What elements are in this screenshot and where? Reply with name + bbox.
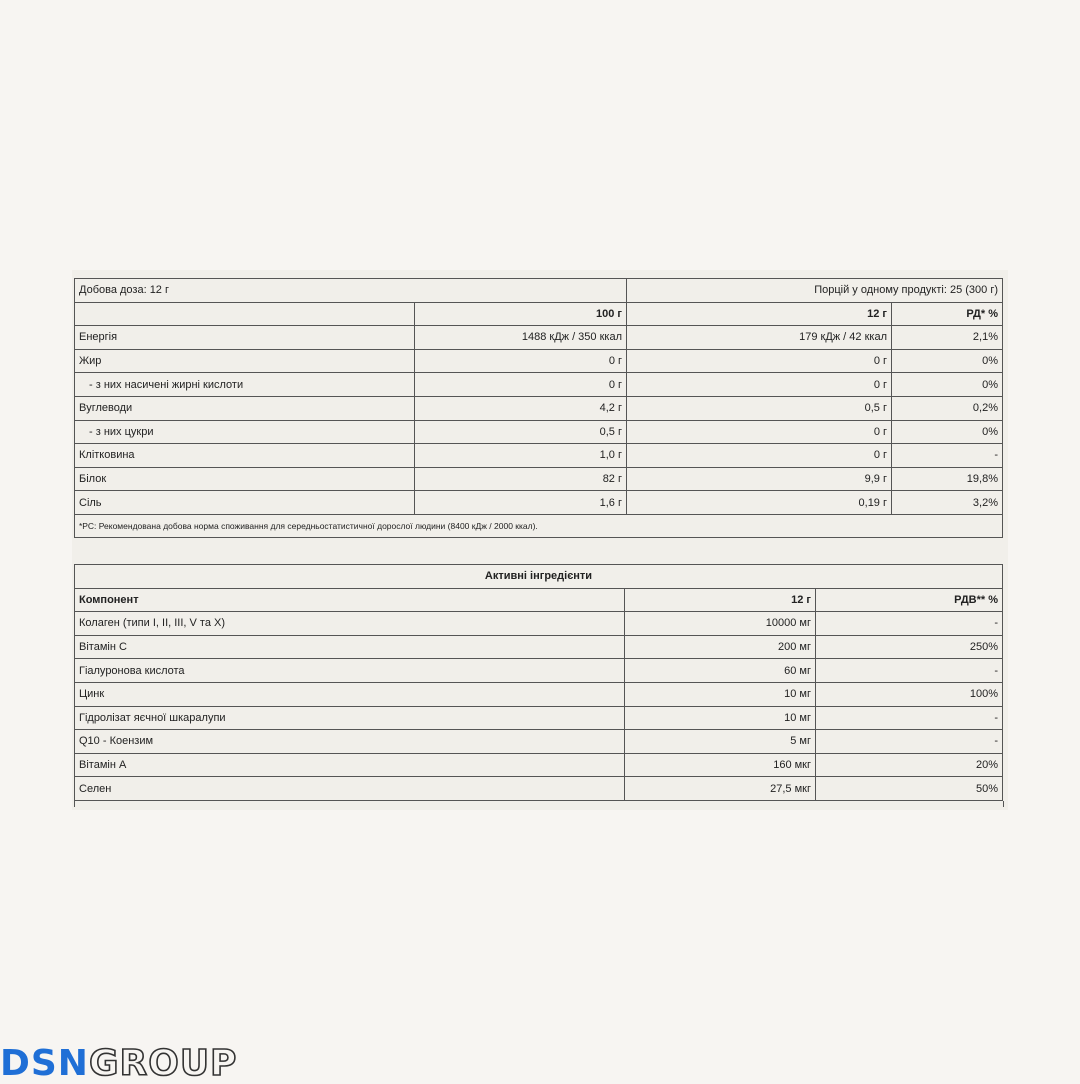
active-header-row <box>75 588 1003 612</box>
component-rdv: 250% <box>816 635 1003 659</box>
logo-dsn: DSN <box>0 1043 89 1084</box>
row-value-12g: 0,19 г <box>627 491 892 515</box>
row-value-100g: 0 г <box>415 373 627 397</box>
table-row <box>75 373 1003 397</box>
component-rdv: 50% <box>816 777 1003 801</box>
table-row <box>75 635 1003 659</box>
component-name: Вітамін А <box>75 753 625 777</box>
row-value-100g: 4,2 г <box>415 396 627 420</box>
component-rdv: - <box>816 659 1003 683</box>
header-12g: 12 г <box>625 588 816 612</box>
component-name: Цинк <box>75 682 625 706</box>
row-value-rd: - <box>892 444 1003 468</box>
table-row <box>75 730 1003 754</box>
component-amount: 10000 мг <box>625 612 816 636</box>
table-row <box>75 659 1003 683</box>
nutrition-top-row <box>75 279 1003 303</box>
active-ingredients-table <box>74 564 1003 801</box>
row-value-rd: 0% <box>892 420 1003 444</box>
row-label: - з них цукри <box>75 420 415 444</box>
component-rdv: - <box>816 612 1003 636</box>
component-amount: 60 мг <box>625 659 816 683</box>
component-amount: 200 мг <box>625 635 816 659</box>
component-amount: 10 мг <box>625 682 816 706</box>
table-row <box>75 444 1003 468</box>
component-amount: 5 мг <box>625 730 816 754</box>
servings-cell: Порцій у одному продукті: 25 (300 г) <box>627 279 1003 303</box>
row-label: - з них насичені жирні кислоти <box>75 373 415 397</box>
nutrition-table <box>74 278 1003 538</box>
table-row <box>75 612 1003 636</box>
table-row <box>75 349 1003 373</box>
header-100g: 100 г <box>415 302 627 326</box>
table-row <box>75 777 1003 801</box>
nutrition-header-row <box>75 302 1003 326</box>
table-row <box>75 706 1003 730</box>
daily-dose-cell: Добова доза: 12 г <box>75 279 627 303</box>
component-name: Колаген (типи I, II, III, V та X) <box>75 612 625 636</box>
row-label: Енергія <box>75 326 415 350</box>
row-label: Білок <box>75 467 415 491</box>
row-value-100g: 1488 кДж / 350 ккал <box>415 326 627 350</box>
component-rdv: 100% <box>816 682 1003 706</box>
component-rdv: - <box>816 706 1003 730</box>
row-label: Сіль <box>75 491 415 515</box>
row-label: Вуглеводи <box>75 396 415 420</box>
row-value-12g: 0 г <box>627 420 892 444</box>
row-value-12g: 0 г <box>627 349 892 373</box>
component-name: Гідролізат яєчної шкаралупи <box>75 706 625 730</box>
header-12g: 12 г <box>627 302 892 326</box>
header-component: Компонент <box>75 588 625 612</box>
table-row <box>75 491 1003 515</box>
row-value-12g: 0 г <box>627 373 892 397</box>
table-row <box>75 753 1003 777</box>
row-value-12g: 0,5 г <box>627 396 892 420</box>
table-bottom-edge <box>74 801 1004 807</box>
row-value-rd: 2,1% <box>892 326 1003 350</box>
table-row <box>75 396 1003 420</box>
footnote-row <box>75 514 1003 537</box>
row-value-100g: 82 г <box>415 467 627 491</box>
row-value-rd: 0% <box>892 373 1003 397</box>
component-rdv: 20% <box>816 753 1003 777</box>
table-row <box>75 420 1003 444</box>
component-name: Q10 - Коензим <box>75 730 625 754</box>
component-amount: 160 мкг <box>625 753 816 777</box>
row-value-rd: 3,2% <box>892 491 1003 515</box>
component-amount: 27,5 мкг <box>625 777 816 801</box>
table-row <box>75 467 1003 491</box>
row-value-100g: 1,6 г <box>415 491 627 515</box>
component-amount: 10 мг <box>625 706 816 730</box>
dsn-group-logo <box>0 1044 237 1084</box>
row-label: Жир <box>75 349 415 373</box>
row-value-12g: 0 г <box>627 444 892 468</box>
row-value-100g: 0 г <box>415 349 627 373</box>
row-label: Клітковина <box>75 444 415 468</box>
table-row <box>75 326 1003 350</box>
row-value-12g: 9,9 г <box>627 467 892 491</box>
header-rd: РД* % <box>892 302 1003 326</box>
header-rdv: РДВ** % <box>816 588 1003 612</box>
table-row <box>75 682 1003 706</box>
logo-group: GROUP <box>88 1043 238 1084</box>
active-title: Активні інгредієнти <box>75 565 1003 589</box>
row-value-rd: 19,8% <box>892 467 1003 491</box>
row-value-rd: 0,2% <box>892 396 1003 420</box>
row-value-12g: 179 кДж / 42 ккал <box>627 326 892 350</box>
component-rdv: - <box>816 730 1003 754</box>
row-value-100g: 0,5 г <box>415 420 627 444</box>
row-value-100g: 1,0 г <box>415 444 627 468</box>
component-name: Селен <box>75 777 625 801</box>
active-title-row <box>75 565 1003 589</box>
component-name: Гіалуронова кислота <box>75 659 625 683</box>
header-empty <box>75 302 415 326</box>
component-name: Вітамін С <box>75 635 625 659</box>
footnote: *РС: Рекомендована добова норма споживання для середньостатистичної дорослої людини (8400 кДж / 2000 ккал). <box>75 514 1003 537</box>
row-value-rd: 0% <box>892 349 1003 373</box>
